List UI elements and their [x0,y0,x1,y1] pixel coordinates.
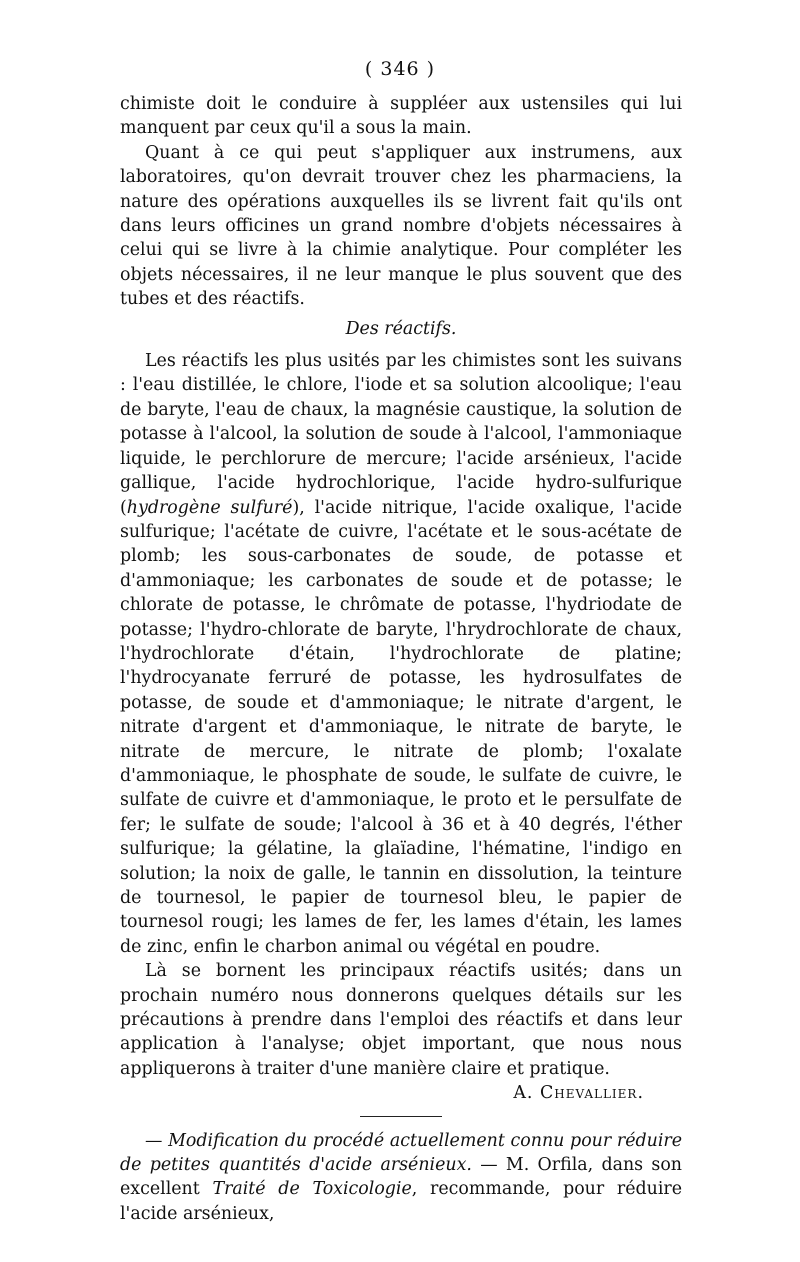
section-heading: Des réactifs. [345,318,457,339]
modification-text-b: , recommande, pour réduire l'acide arsénieux, [120,1179,683,1224]
modification-title: — Modification du procédé actuellement connu pour réduire de petites quantités d'acide arsénieux. [120,1130,682,1176]
paragraph-reagents-list [120,349,682,959]
section-divider [360,1116,442,1117]
modification-text-a: — M. Orfila, dans son excellent [120,1155,682,1200]
paragraph-conclusion [120,959,682,1104]
author-signature: A. Chevallier. [513,1083,644,1104]
reagents-text-start: Les réactifs les plus usités par les chimistes sont les suivans : l'eau distillée, le chlore, l'iode et sa solution alcoolique; l'eau de baryte, l'eau de chaux, la magnésie caustique, la solution de potasse à l'alcool, la solution de soude à l'alcool, l'ammoniaque liquide, le perchlorure de mercure; l'acide arsénieux, l'acide gallique, l'acide hydrochlorique, l'acide hydro-sulfurique ( [120,351,682,518]
reagents-italic-term: hydrogène sulfuré [126,497,293,518]
reagents-text-end: ), l'acide nitrique, l'acide oxalique, l'acide sulfurique; l'acétate de cuivre, l'acétate et le sous-acétate de plomb; les sous-carbonates de soude, de potasse et d'ammoniaque; les carbonates de soude et de potasse; le chlorate de potasse, le chrômate de potasse, l'hydriodate de potasse; l'hydro-chlorate de baryte, l'hrydrochlorate de chaux, l'hydrochlorate d'étain, l'hydrochlorate de platine; l'hydrocyanate ferruré de potasse, les hydrosulfates de potasse, de soude et d'ammoniaque; le nitrate d'argent, le nitrate d'argent et d'ammoniaque, le nitrate de baryte, le nitrate de mercure, le nitrate de plomb; l'oxalate d'ammoniaque, le phosphate de soude, le sulfate de cuivre, le sulfate de cuivre et d'ammoniaque, le proto et le persulfate de fer; le sulfate de soude; l'alcool à 36 et à 40 degrés, l'éther sulfurique; la gélatine, la glaïadine, l'hématine, l'indigo en solution; la noix de galle, le tannin en dissolution, la teinture de tournesol, le papier de tournesol bleu, le papier de tournesol rougi; les lames de fer, les lames d'étain, les lames de zinc, enfin le charbon animal ou végétal en poudre. [120,497,682,957]
book-title: Traité de Toxicologie [212,1179,412,1200]
paragraph-continuation: chimiste doit le conduire à suppléer aux ustensiles qui lui manquent par ceux qu'il a sous la main. [120,94,682,139]
page-number: ( 346 ) [364,58,436,80]
conclusion-text: Là se bornent les principaux réactifs usités; dans un prochain numéro nous donnerons quelques détails sur les précautions à prendre dans l'emploi des réactifs et dans leur application à l'analyse; objet important, que nous nous appliquerons à traiter d'une manière claire et pratique. [120,961,682,1079]
paragraph-instruments: Quant à ce qui peut s'appliquer aux instrumens, aux laboratoires, qu'on devrait trouver chez les pharmaciens, la nature des opérations auxquelles ils se livrent fait qu'ils ont dans leurs officines un grand nombre d'objets nécessaires à celui qui se livre à la chimie analytique. Pour compléter les objets nécessaires, il ne leur manque le plus souvent que des tubes et des réactifs. [120,142,682,310]
paragraph-modification [120,1129,682,1227]
body-text [120,92,682,1226]
